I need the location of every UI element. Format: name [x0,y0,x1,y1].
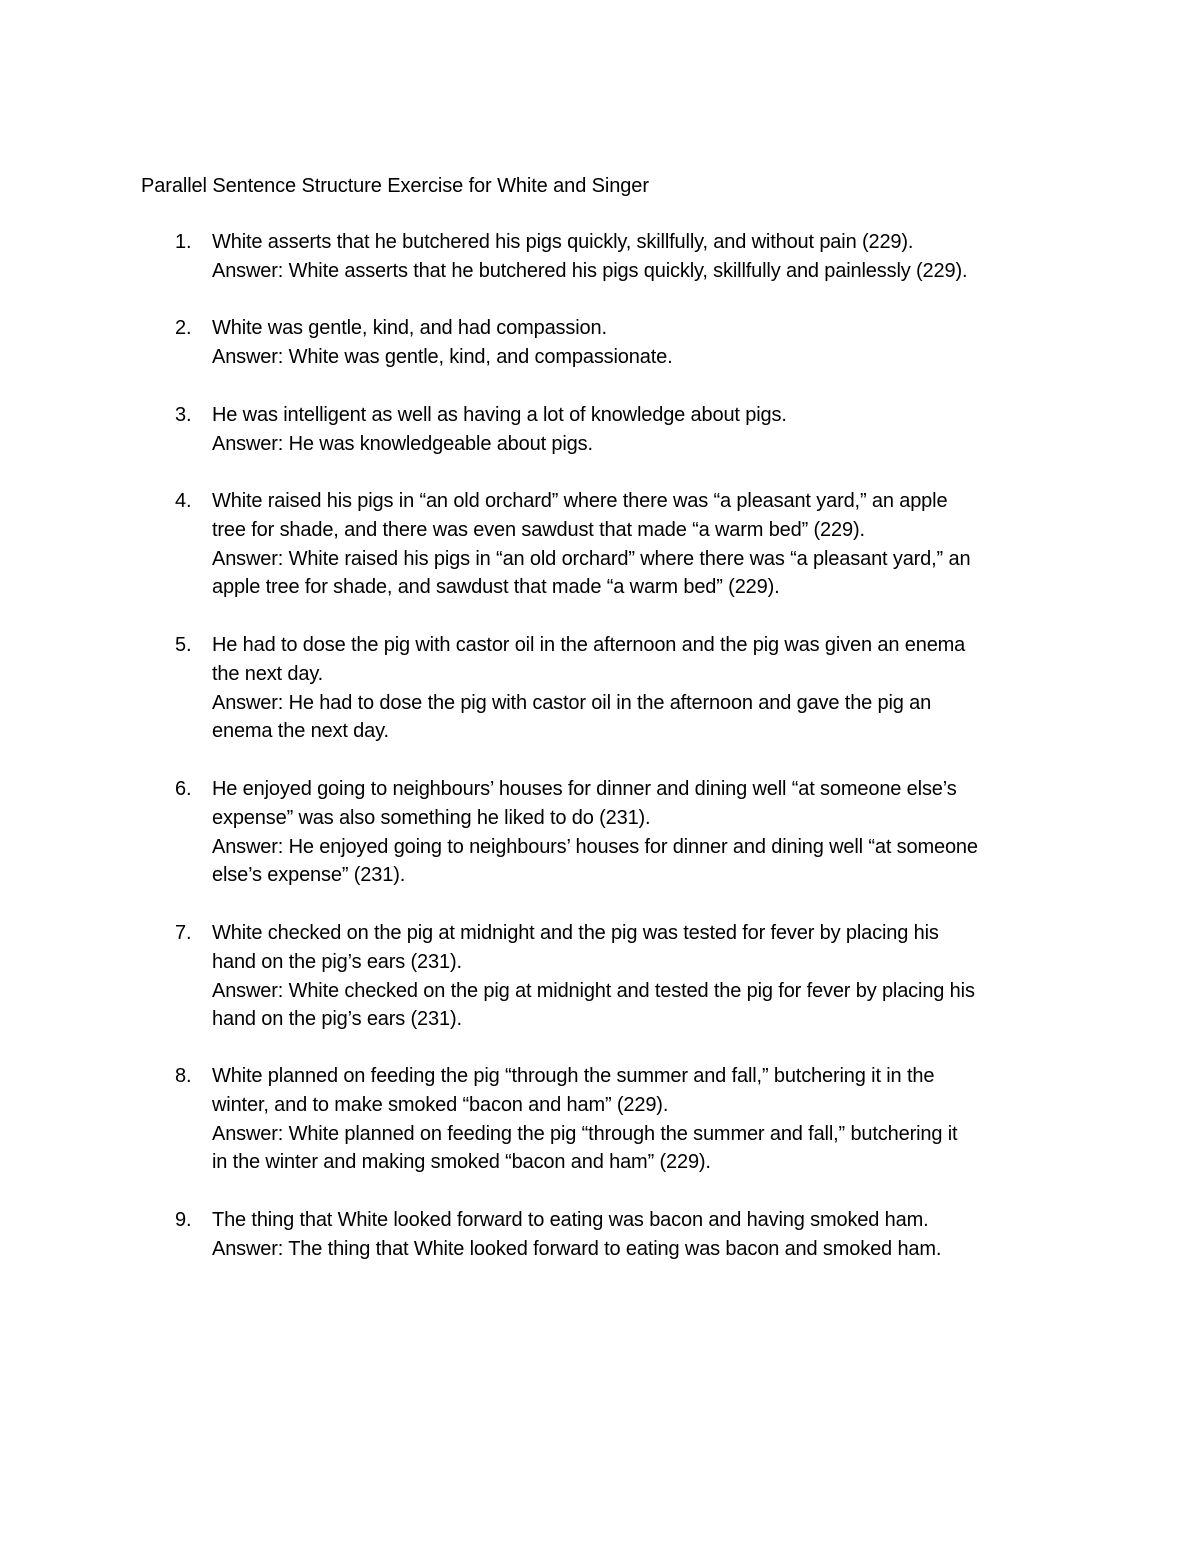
item-number: 9. [175,1209,192,1231]
item-body [212,631,1072,746]
item-line: Answer: He had to dose the pig with castor oil in the afternoon and gave the pig an [212,691,932,714]
item-line: He had to dose the pig with castor oil in the afternoon and the pig was given an enema [212,634,966,656]
item-line: else’s expense” (231). [212,864,406,887]
item-number: 5. [175,634,192,656]
item-line: White raised his pigs in “an old orchard” where there was “a pleasant yard,” an apple [212,490,948,512]
item-line: Answer: He was knowledgeable about pigs. [212,432,593,455]
item-line: hand on the pig’s ears (231). [212,1008,462,1031]
item-body [212,314,1072,372]
item-line: The thing that White looked forward to eating was bacon and having smoked ham. [212,1209,929,1231]
item-body [212,401,1072,459]
item-line: White asserts that he butchered his pigs quickly, skillfully, and without pain (229). [212,231,914,253]
item-body [212,775,1072,890]
item-line: apple tree for shade, and sawdust that made “a warm bed” (229). [212,576,780,599]
item-line: White was gentle, kind, and had compassion. [212,317,607,339]
item-line: Answer: The thing that White looked forward to eating was bacon and smoked ham. [212,1237,942,1260]
item-line: the next day. [212,662,324,685]
item-body [212,487,1072,602]
item-line: hand on the pig’s ears (231). [212,950,462,973]
item-line: winter, and to make smoked “bacon and ham” (229). [212,1093,669,1116]
item-number: 1. [175,231,192,253]
document-title: Parallel Sentence Structure Exercise for White and Singer [141,175,649,197]
item-line: Answer: White asserts that he butchered his pigs quickly, skillfully and painlessly (229). [212,259,968,282]
item-body [212,919,1072,1034]
item-number: 2. [175,317,192,339]
item-line: He was intelligent as well as having a lot of knowledge about pigs. [212,404,787,426]
item-line: He enjoyed going to neighbours’ houses for dinner and dining well “at someone else’s [212,778,957,800]
item-number: 6. [175,778,192,800]
item-line: in the winter and making smoked “bacon and ham” (229). [212,1151,711,1174]
item-line: White planned on feeding the pig “through the summer and fall,” butchering it in the [212,1065,935,1087]
item-line: enema the next day. [212,720,389,743]
item-body [212,1206,1072,1264]
item-line: tree for shade, and there was even sawdust that made “a warm bed” (229). [212,518,865,541]
item-line: White checked on the pig at midnight and the pig was tested for fever by placing his [212,922,939,944]
item-number: 7. [175,922,192,944]
item-line: Answer: White planned on feeding the pig “through the summer and fall,” butchering it [212,1122,958,1145]
item-number: 8. [175,1065,192,1087]
item-line: Answer: He enjoyed going to neighbours’ houses for dinner and dining well “at someone [212,835,978,858]
item-line: Answer: White was gentle, kind, and compassionate. [212,345,673,368]
item-line: Answer: White raised his pigs in “an old orchard” where there was “a pleasant yard,” an [212,547,971,570]
item-body [212,1062,1072,1177]
item-number: 4. [175,490,192,512]
item-number: 3. [175,404,192,426]
item-line: Answer: White checked on the pig at midnight and tested the pig for fever by placing his [212,979,975,1002]
item-line: expense” was also something he liked to do (231). [212,806,651,829]
item-body [212,228,1072,286]
